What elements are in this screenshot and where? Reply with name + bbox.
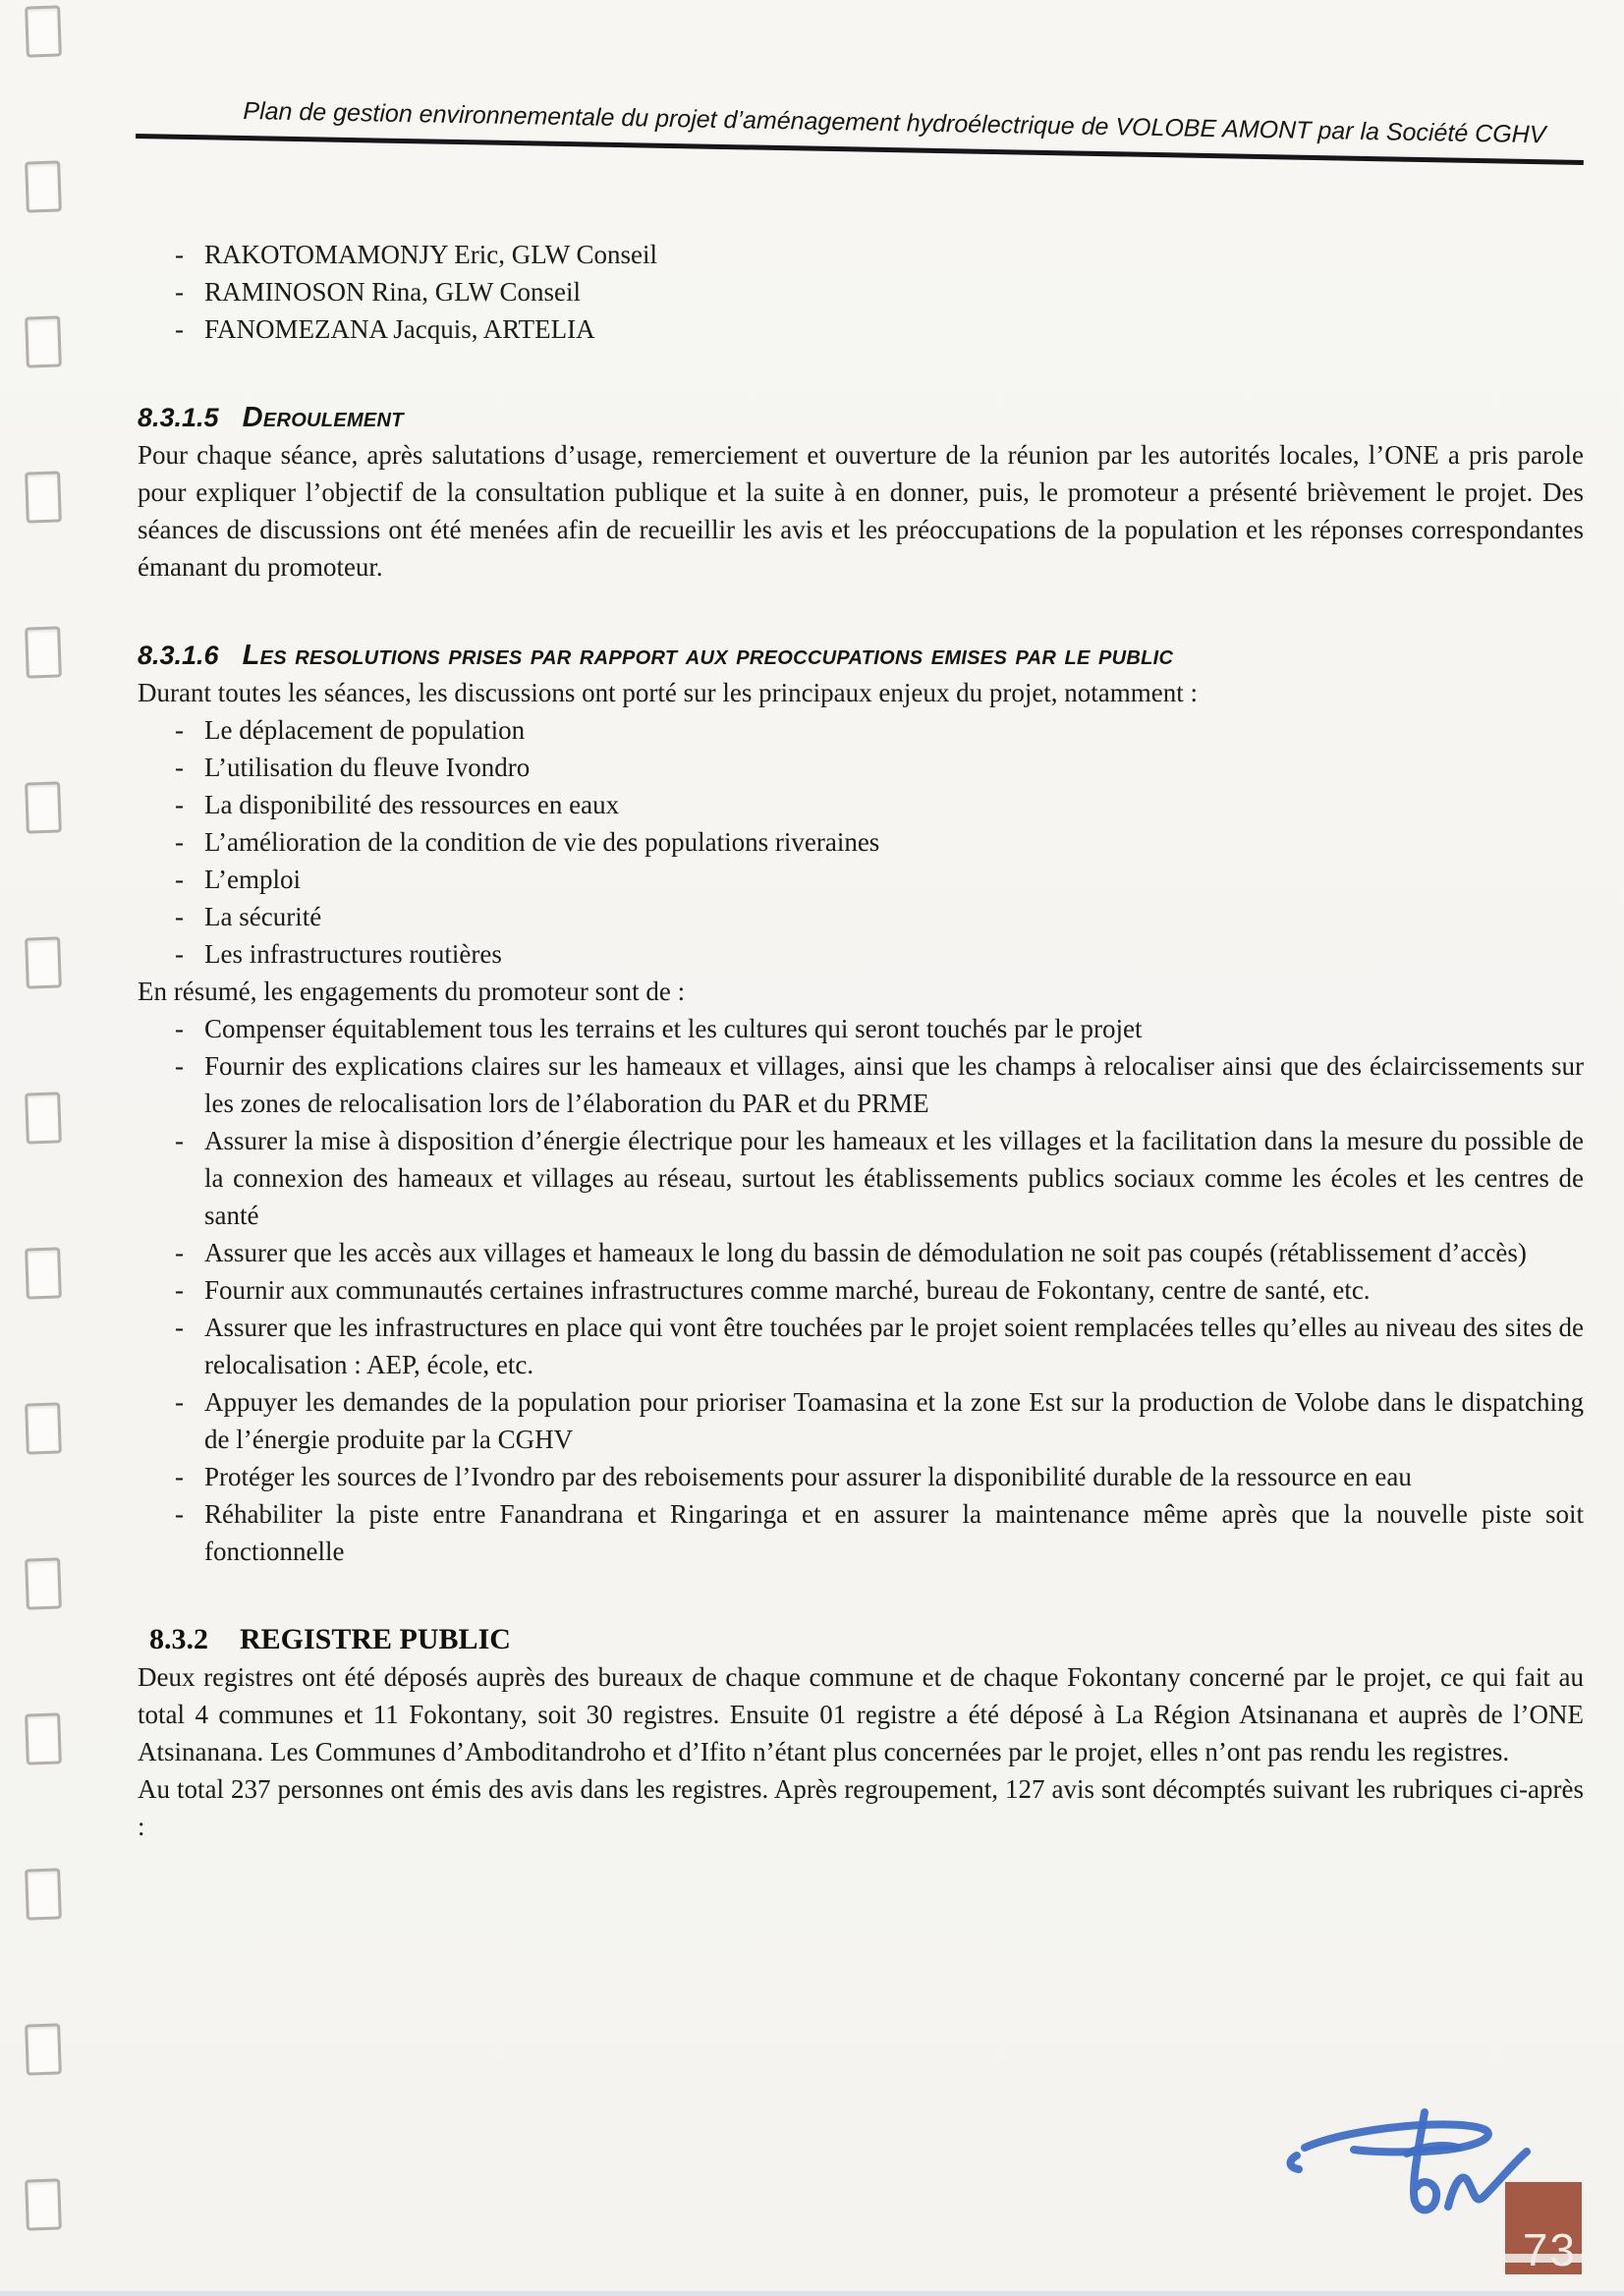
binder-hole: [25, 1868, 62, 1920]
section-number: 8.3.1.5: [138, 403, 219, 432]
commitment-item: - Fournir des explications claires sur les hameaux et villages, ainsi que les champs à relocaliser ainsi que des éclaircissements sur les zones de relocalisation lors de l’élaboration du PAR et du PRME: [138, 1047, 1584, 1122]
topic-item: - La sécurité: [138, 898, 1584, 935]
binder-hole: [25, 1092, 62, 1144]
binder-hole: [25, 471, 62, 523]
commitment-item: - Appuyer les demandes de la population pour prioriser Toamasina et la zone Est sur la production de Volobe dans le dispatching de l’énergie produite par la CGHV: [138, 1383, 1584, 1458]
deroulement-paragraph: Pour chaque séance, après salutations d’usage, remerciement et ouverture de la réunion par les autorités locales, l’ONE a pris parole pour expliquer l’objectif de la consultation publique et la suite à en donner, puis, le promoteur a présenté brièvement le projet. Des séances de discussions ont été menées afin de recueillir les avis et les préoccupations de la population et les réponses correspondantes émanant du promoteur.: [138, 440, 1584, 582]
signature-scribble: [1275, 2100, 1542, 2236]
attendee-item: - RAKOTOMAMONJY Eric, GLW Conseil: [138, 236, 1584, 273]
binder-hole: [25, 2178, 62, 2230]
binder-hole: [25, 781, 62, 833]
document-body: [138, 236, 1584, 1845]
section-heading-registre: [138, 1621, 1584, 1658]
binder-hole: [25, 2023, 62, 2075]
section-heading-resolutions: [138, 637, 1584, 674]
section-title: Deroulement: [242, 402, 404, 433]
commitments-list: [138, 1010, 1584, 1570]
commitment-item: - Assurer que les infrastructures en place qui vont être touchées par le projet soient remplacées telles qu’elles au niveau des sites de relocalisation : AEP, école, etc.: [138, 1309, 1584, 1383]
topic-item: - L’amélioration de la condition de vie des populations riveraines: [138, 823, 1584, 861]
topic-item: - Les infrastructures routières: [138, 935, 1584, 973]
header-title: Plan de gestion environnementale du projet d’aménagement hydroélectrique de VOLOBE AMONT par la Société CGHV: [243, 97, 1546, 149]
section-number: 8.3.2: [149, 1623, 208, 1655]
section-title: Les resolutions prises par rapport aux preoccupations emises par le public: [242, 640, 1174, 671]
topic-item: - Le déplacement de population: [138, 711, 1584, 749]
registre-paragraph-1: Deux registres ont été déposés auprès des bureaux de chaque commune et de chaque Fokontany concerné par le projet, ce qui fait au total 4 communes et 11 Fokontany, soit 30 registres. Ensuite 01 registre a été déposé à La Région Atsinanana et auprès de l’ONE Atsinanana. Les Communes d’Amboditandroho et d’Ifito n’étant plus concernées par le projet, elles n’ont pas rendu les registres.: [138, 1662, 1584, 1766]
binder-hole: [25, 1557, 62, 1609]
binder-hole: [25, 315, 62, 367]
section-title: REGISTRE PUBLIC: [240, 1623, 511, 1655]
page-number: 73: [1522, 2224, 1577, 2275]
binder-hole: [25, 160, 62, 212]
page-number-box: [1505, 2182, 1582, 2274]
commitment-item: - Protéger les sources de l’Ivondro par des reboisements pour assurer la disponibilité durable de la ressource en eau: [138, 1458, 1584, 1495]
commitments-intro: En résumé, les engagements du promoteur sont de :: [138, 977, 686, 1006]
binder-hole: [25, 626, 62, 678]
section-number: 8.3.1.6: [138, 641, 219, 670]
commitment-item: - Compenser équitablement tous les terrains et les cultures qui seront touchés par le projet: [138, 1010, 1584, 1047]
scan-bottom-edge: [0, 2291, 1624, 2296]
binder-hole: [25, 936, 62, 988]
commitment-item: - Fournir aux communautés certaines infrastructures comme marché, bureau de Fokontany, centre de santé, etc.: [138, 1271, 1584, 1309]
topic-item: - La disponibilité des ressources en eaux: [138, 786, 1584, 823]
binder-hole: [25, 1712, 62, 1764]
page-header: [136, 94, 1585, 165]
attendee-list: [138, 236, 1584, 348]
commitment-item: - Assurer la mise à disposition d’énergie électrique pour les hameaux et les villages et la facilitation dans la mesure du possible de la connexion des hameaux et villages au réseau, surtout les établissements publics sociaux comme les écoles et les centres de santé: [138, 1122, 1584, 1234]
topic-item: - L’emploi: [138, 861, 1584, 898]
attendee-item: - FANOMEZANA Jacquis, ARTELIA: [138, 310, 1584, 348]
binder-hole: [25, 1247, 62, 1299]
registre-paragraph-2: Au total 237 personnes ont émis des avis dans les registres. Après regroupement, 127 avis sont décomptés suivant les rubriques ci-après :: [138, 1774, 1584, 1841]
commitment-item: - Réhabiliter la piste entre Fanandrana et Ringaringa et en assurer la maintenance même après que la nouvelle piste soit fonctionnelle: [138, 1495, 1584, 1570]
topics-list: [138, 711, 1584, 973]
commitment-item: - Assurer que les accès aux villages et hameaux le long du bassin de démodulation ne soit pas coupés (rétablissement d’accès): [138, 1234, 1584, 1271]
binder-hole: [25, 1402, 62, 1454]
section-heading-deroulement: [138, 399, 1584, 436]
attendee-item: - RAMINOSON Rina, GLW Conseil: [138, 273, 1584, 310]
topic-item: - L’utilisation du fleuve Ivondro: [138, 749, 1584, 786]
resolutions-intro: Durant toutes les séances, les discussions ont porté sur les principaux enjeux du projet, notamment :: [138, 678, 1199, 707]
binder-hole: [25, 5, 62, 57]
